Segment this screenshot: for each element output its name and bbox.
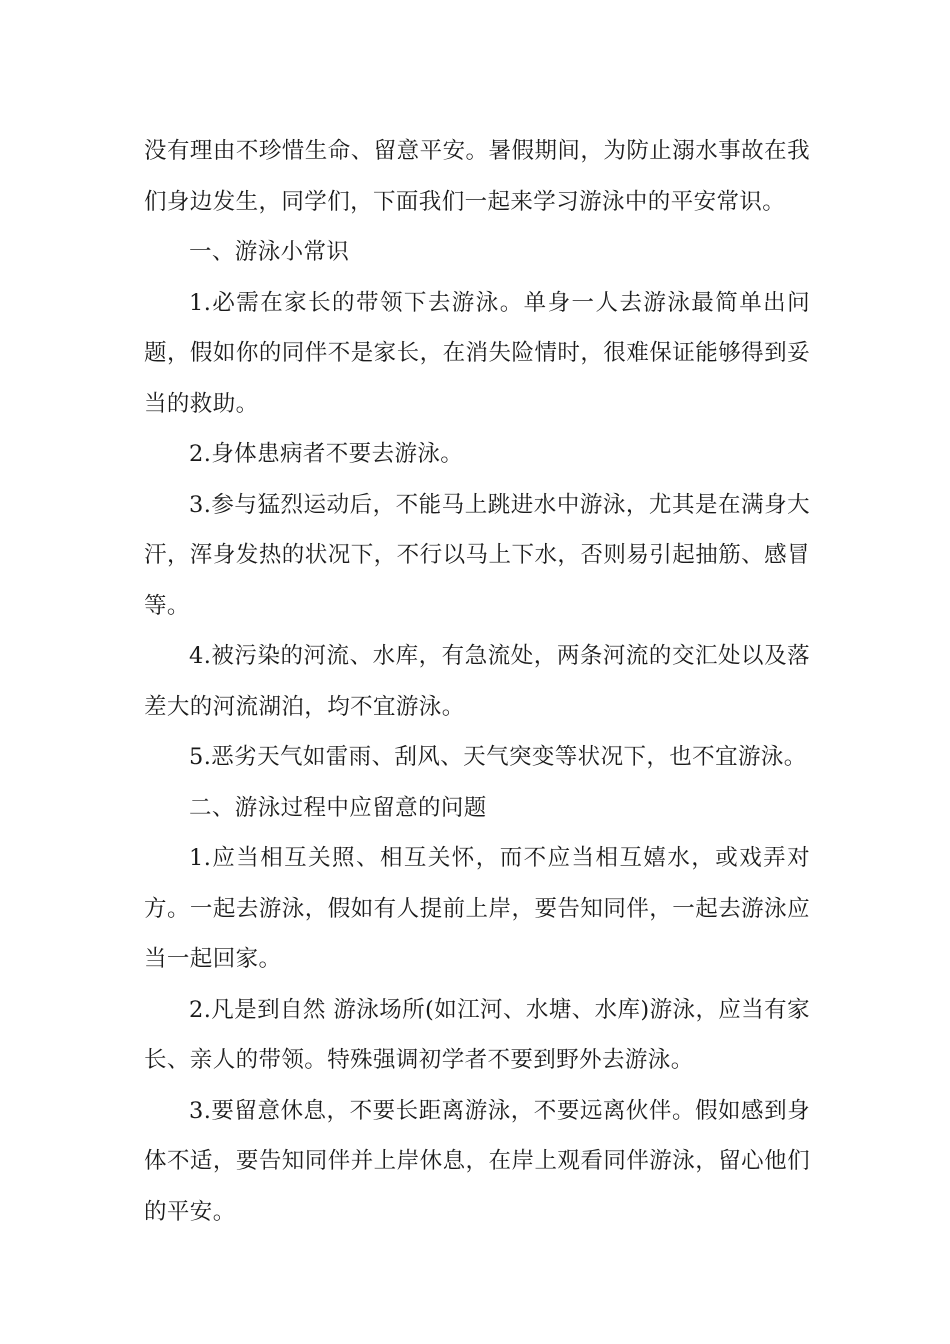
paragraph-tip-3: 3.参与猛烈运动后，不能马上跳进水中游泳，尤其是在满身大汗，浑身发热的状况下，不行以马上下水，否则易引起抽筋、感冒等。 [144,491,810,619]
document-body [144,126,810,1237]
paragraph-tip-2: 2.身体患病者不要去游泳。 [189,441,464,467]
paragraph-intro: 没有理由不珍惜生命、留意平安。暑假期间，为防止溺水事故在我们身边发生，同学们，下面我们一起来学习游泳中的平安常识。 [144,138,810,215]
paragraph-issue-3: 3.要留意休息，不要长距离游泳，不要远离伙伴。假如感到身体不适，要告知同伴并上岸休息，在岸上观看同伴游泳，留心他们的平安。 [144,1097,810,1225]
paragraph-tip-4: 4.被污染的河流、水库，有急流处，两条河流的交汇处以及落差大的河流湖泊，均不宜游泳。 [144,643,810,720]
paragraph-tip-1: 1.必需在家长的带领下去游泳。单身一人去游泳最简单出问题，假如你的同伴不是家长，在消失险情时，很难保证能够得到妥当的救助。 [144,289,810,417]
paragraph-issue-1: 1.应当相互关照、相互关怀，而不应当相互嬉水，或戏弄对方。一起去游泳，假如有人提前上岸，要告知同伴，一起去游泳应当一起回家。 [144,845,810,972]
section-heading-swimming-tips: 一、游泳小常识 [189,239,350,265]
paragraph-tip-5: 5.恶劣天气如雷雨、刮风、天气突变等状况下，也不宜游泳。 [189,744,807,770]
paragraph-issue-2: 2.凡是到自然 游泳场所(如江河、水塘、水库)游泳，应当有家长、亲人的带领。特殊强调初学者不要到野外去游泳。 [144,996,810,1073]
section-heading-swimming-issues: 二、游泳过程中应留意的问题 [189,794,487,821]
